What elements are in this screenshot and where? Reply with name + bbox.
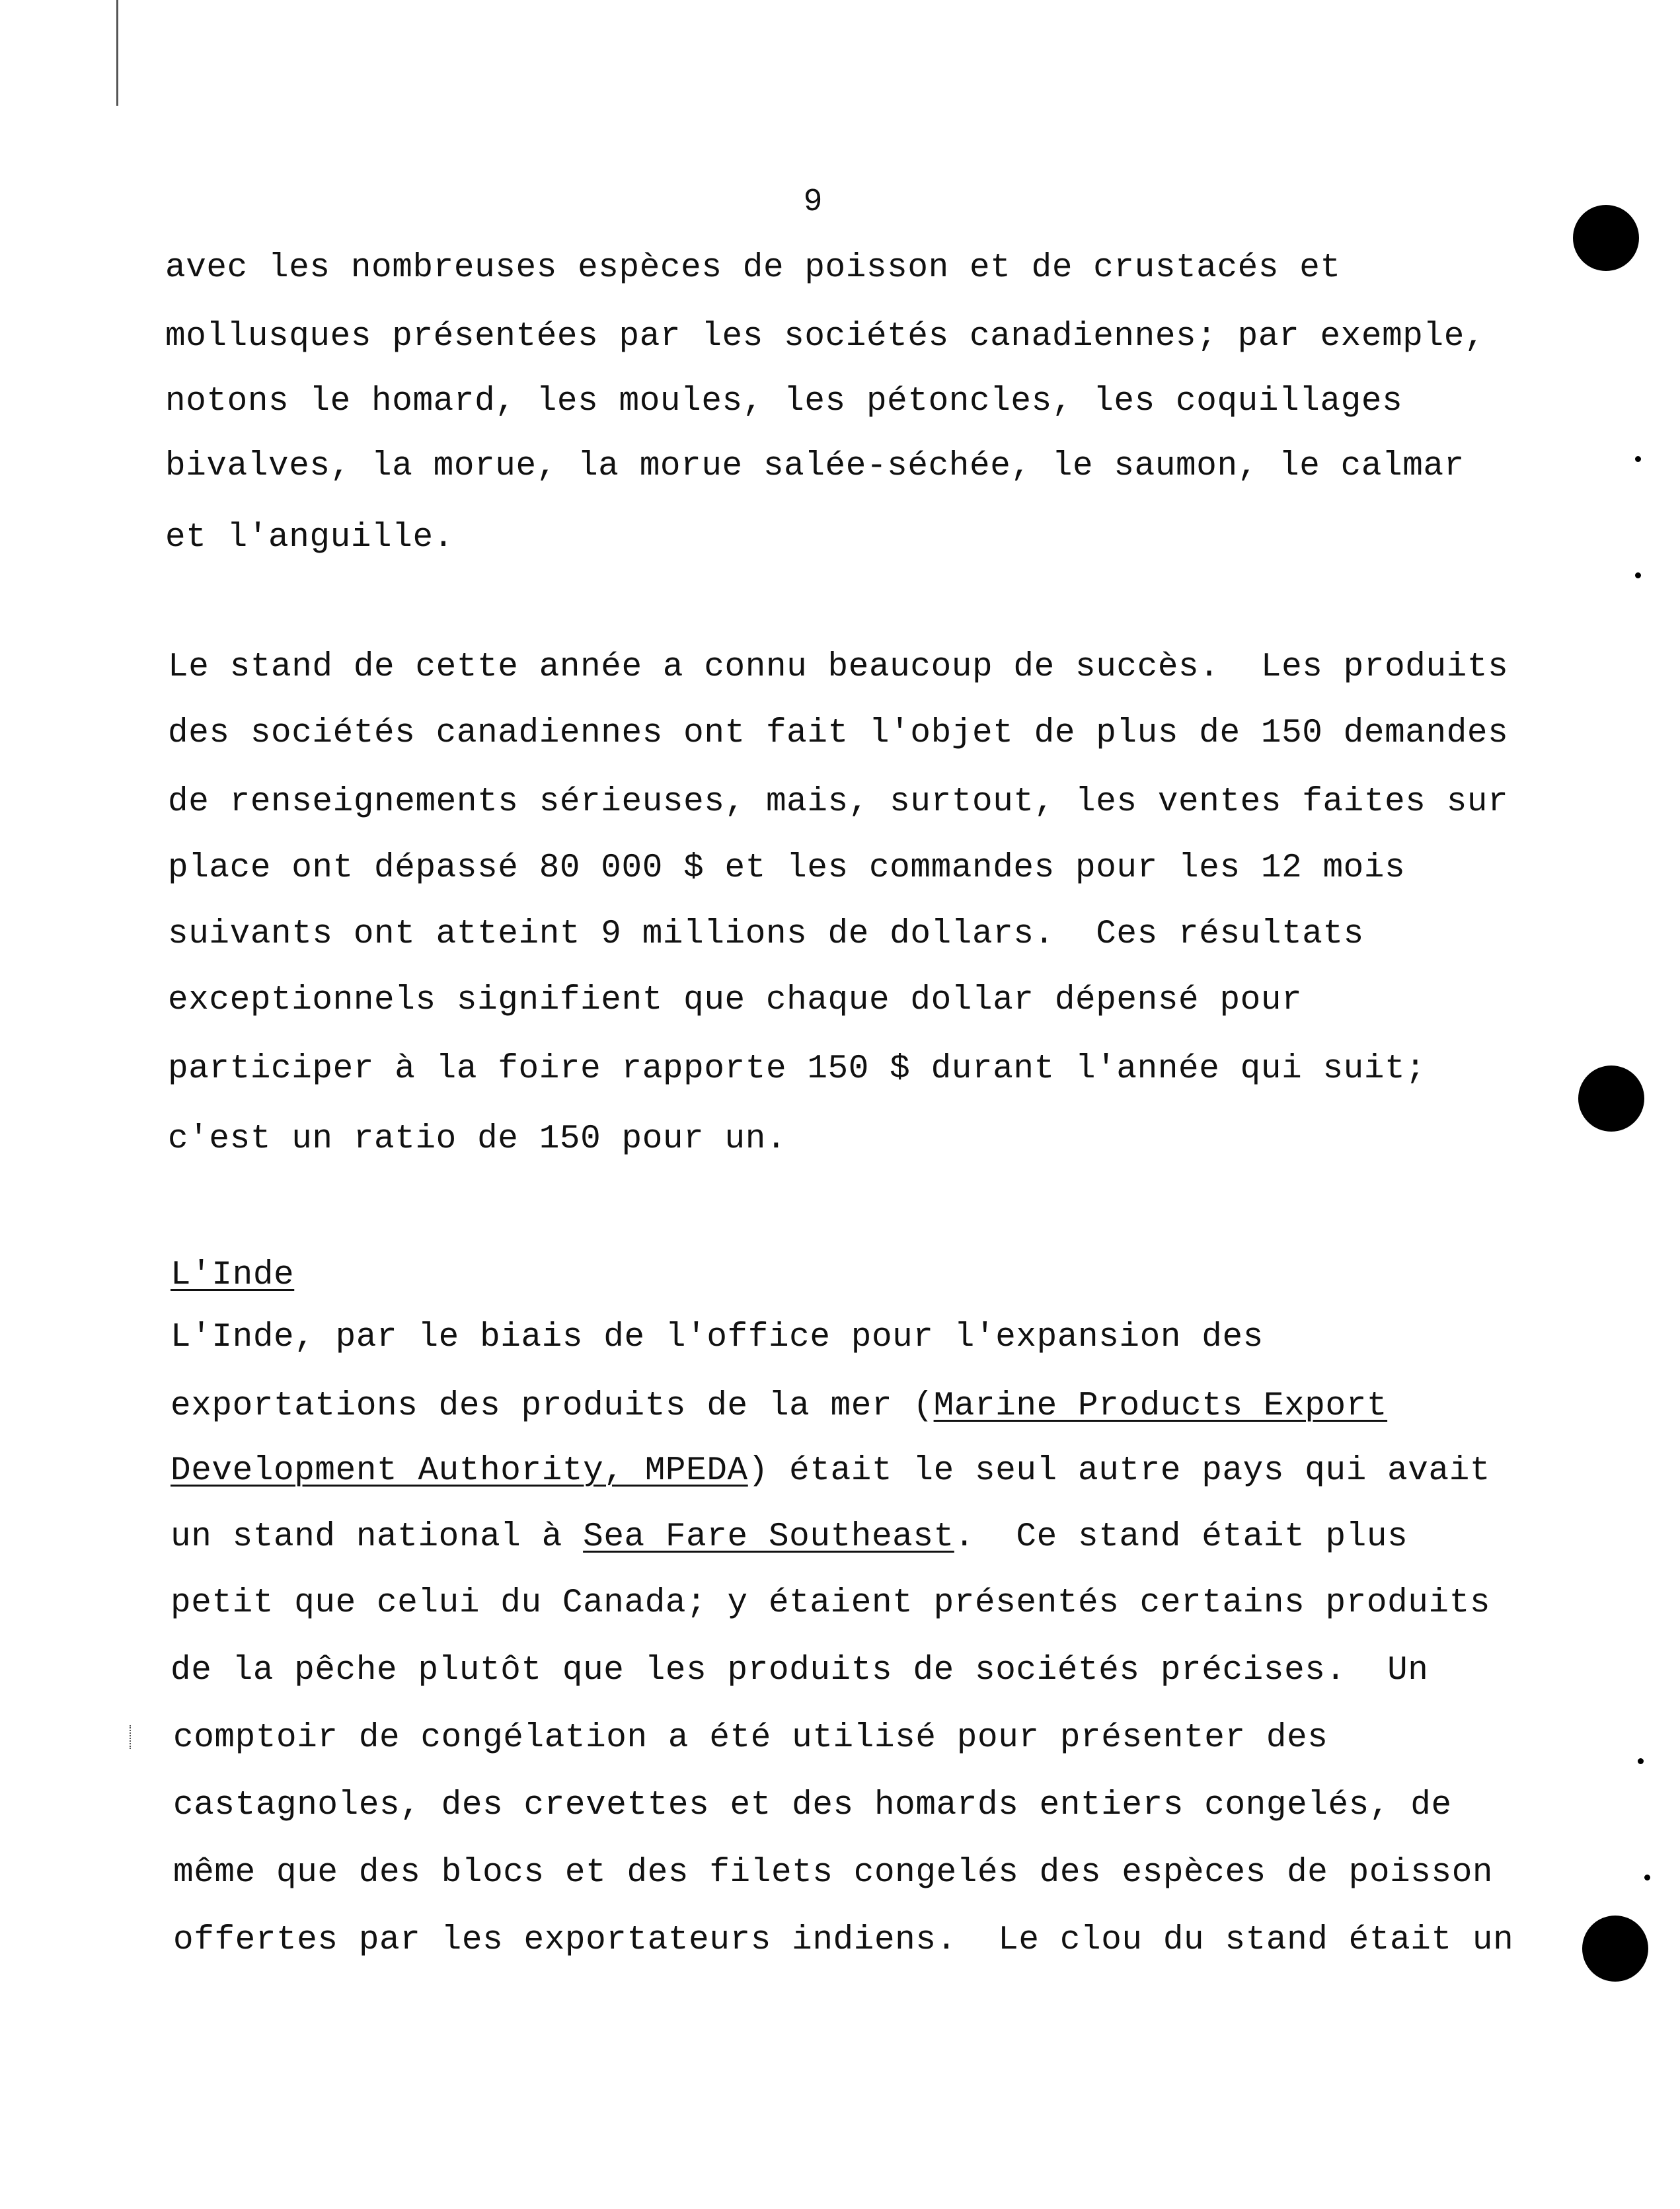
event-name: Sea Fare Southeast (583, 1518, 954, 1556)
text-segment: un stand national à (171, 1518, 584, 1556)
text-segment: ) était le seul autre pays qui avait (747, 1452, 1491, 1490)
text-line: petit que celui du Canada; y étaient présentés certains produits (171, 1584, 1491, 1622)
text-line (171, 1518, 1408, 1557)
section-heading-inde: L'Inde (171, 1257, 295, 1294)
scan-speck (1638, 1758, 1644, 1764)
punch-hole-middle (1578, 1066, 1644, 1132)
text-line: et l'anguille. (165, 519, 454, 557)
margin-rule (116, 0, 118, 106)
margin-dots (130, 1725, 132, 1749)
text-line (171, 1387, 1387, 1426)
text-line: exceptionnels signifient que chaque dollar dépensé pour (168, 982, 1303, 1019)
text-line: mollusques présentées par les sociétés canadiennes; par exemple, (165, 318, 1486, 356)
text-line: des sociétés canadiennes ont fait l'objet de plus de 150 demandes (168, 715, 1509, 752)
organization-name: Marine Products Export (933, 1387, 1388, 1425)
text-line: de renseignements sérieuses, mais, surtout, les ventes faites sur (168, 783, 1509, 821)
text-line: suivants ont atteint 9 millions de dollars. Ces résultats (168, 915, 1364, 953)
text-line: bivalves, la morue, la morue salée-séchée, le saumon, le calmar (165, 447, 1465, 485)
scan-speck (1635, 456, 1641, 462)
text-line: participer à la foire rapporte 150 $ durant l'année qui suit; (168, 1050, 1426, 1088)
text-line: de la pêche plutôt que les produits de sociétés précises. Un (171, 1652, 1429, 1689)
scan-speck (1635, 572, 1641, 578)
punch-hole-top (1573, 205, 1639, 271)
text-line: place ont dépassé 80 000 $ et les commandes pour les 12 mois (168, 849, 1406, 887)
text-segment: exportations des produits de la mer ( (171, 1387, 934, 1425)
text-line: castagnoles, des crevettes et des homards entiers congelés, de (173, 1787, 1452, 1824)
text-segment: . Ce stand était plus (954, 1518, 1408, 1556)
text-line: L'Inde, par le biais de l'office pour l'expansion des (171, 1319, 1264, 1356)
text-line: c'est un ratio de 150 pour un. (168, 1120, 787, 1158)
organization-name: Development Authority, MPEDA (171, 1452, 748, 1490)
text-line: avec les nombreuses espèces de poisson et de crustacés et (165, 249, 1341, 287)
text-line (171, 1452, 1490, 1491)
punch-hole-bottom (1582, 1916, 1648, 1982)
page-number: 9 (803, 184, 823, 220)
text-line: comptoir de congélation a été utilisé pour présenter des (173, 1719, 1328, 1757)
text-line: notons le homard, les moules, les pétoncles, les coquillages (165, 383, 1403, 420)
text-line: Le stand de cette année a connu beaucoup de succès. Les produits (168, 648, 1509, 686)
scan-speck (1644, 1875, 1650, 1880)
text-line: même que des blocs et des filets congelés des espèces de poisson (173, 1854, 1494, 1892)
text-line: offertes par les exportateurs indiens. Le clou du stand était un (173, 1921, 1514, 1959)
